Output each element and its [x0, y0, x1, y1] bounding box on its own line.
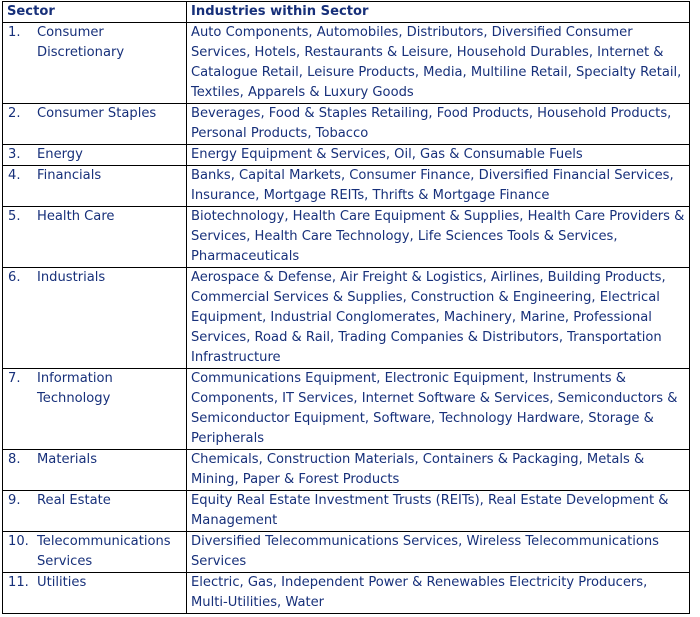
sector-name: Materials — [37, 452, 98, 467]
sector-cell — [3, 369, 187, 450]
sector-label — [7, 145, 182, 165]
industries-cell: Communications Equipment, Electronic Equipment, Instruments & Components, IT Services, Internet Software & Services, Semiconductors & Semiconductor Equipment, Software, Technology Hardware, Storage & Peripherals — [187, 369, 690, 450]
sector-label — [7, 207, 182, 227]
sector-number: 10. — [8, 534, 29, 549]
sector-number: 2. — [8, 106, 21, 121]
table-row — [3, 207, 690, 268]
sector-label — [7, 268, 182, 288]
table-row — [3, 166, 690, 207]
sector-cell — [3, 532, 187, 573]
industries-cell: Equity Real Estate Investment Trusts (REITs), Real Estate Development & Management — [187, 491, 690, 532]
sector-label — [7, 104, 182, 124]
sector-cell — [3, 207, 187, 268]
table-row — [3, 23, 690, 104]
sector-cell — [3, 23, 187, 104]
sector-number: 3. — [8, 147, 21, 162]
table-row — [3, 491, 690, 532]
header-sector: Sector — [3, 2, 187, 23]
sector-cell — [3, 145, 187, 166]
industries-cell: Biotechnology, Health Care Equipment & Supplies, Health Care Providers & Services, Health Care Technology, Life Sciences Tools & Services, Pharmaceuticals — [187, 207, 690, 268]
sector-name: Consumer Staples — [37, 106, 157, 121]
table-row — [3, 450, 690, 491]
sector-number: 1. — [8, 25, 21, 40]
industries-cell: Chemicals, Construction Materials, Containers & Packaging, Metals & Mining, Paper & Forest Products — [187, 450, 690, 491]
sector-cell — [3, 166, 187, 207]
sector-number: 6. — [8, 270, 21, 285]
table-row — [3, 104, 690, 145]
sector-label — [7, 491, 182, 511]
sector-name: Telecommunications Services — [37, 534, 171, 569]
industries-cell: Beverages, Food & Staples Retailing, Food Products, Household Products, Personal Products, Tobacco — [187, 104, 690, 145]
sector-number: 8. — [8, 452, 21, 467]
sector-name: Energy — [37, 147, 83, 162]
table-row — [3, 268, 690, 369]
sector-name: Financials — [37, 168, 102, 183]
sector-name: Real Estate — [37, 493, 111, 508]
sector-label — [7, 23, 182, 63]
industries-cell: Electric, Gas, Independent Power & Renewables Electricity Producers, Multi-Utilities, Water — [187, 573, 690, 614]
header-industries: Industries within Sector — [187, 2, 690, 23]
sector-cell — [3, 573, 187, 614]
sector-label — [7, 369, 182, 409]
sector-label — [7, 166, 182, 186]
sector-label — [7, 532, 182, 572]
sector-cell — [3, 450, 187, 491]
sector-name: Industrials — [37, 270, 106, 285]
sector-label — [7, 450, 182, 470]
industries-cell: Diversified Telecommunications Services, Wireless Telecommunications Services — [187, 532, 690, 573]
sector-name: Information Technology — [37, 371, 113, 406]
industries-cell: Aerospace & Defense, Air Freight & Logistics, Airlines, Building Products, Commercial Services & Supplies, Construction & Engineering, Electrical Equipment, Industrial Conglomerates, Machinery, Marine, Professional Services, Road & Rail, Trading Companies & Distributors, Transportation Infrastructure — [187, 268, 690, 369]
table-row — [3, 573, 690, 614]
sector-label — [7, 573, 182, 593]
sector-number: 4. — [8, 168, 21, 183]
sector-name: Utilities — [37, 575, 87, 590]
sector-name: Consumer Discretionary — [37, 25, 125, 60]
table-body — [3, 23, 690, 614]
sector-industries-table — [2, 1, 690, 614]
industries-cell: Banks, Capital Markets, Consumer Finance, Diversified Financial Services, Insurance, Mortgage REITs, Thrifts & Mortgage Finance — [187, 166, 690, 207]
sector-cell — [3, 104, 187, 145]
sector-number: 9. — [8, 493, 21, 508]
sector-number: 7. — [8, 371, 21, 386]
sector-cell — [3, 268, 187, 369]
table-header-row — [3, 2, 690, 23]
table-row — [3, 369, 690, 450]
sector-name: Health Care — [37, 209, 115, 224]
industries-cell: Energy Equipment & Services, Oil, Gas & Consumable Fuels — [187, 145, 690, 166]
sector-number: 5. — [8, 209, 21, 224]
sector-number: 11. — [8, 575, 29, 590]
industries-cell: Auto Components, Automobiles, Distributors, Diversified Consumer Services, Hotels, Restaurants & Leisure, Household Durables, Internet & Catalogue Retail, Leisure Products, Media, Multiline Retail, Specialty Retail, Textiles, Apparels & Luxury Goods — [187, 23, 690, 104]
table-row — [3, 532, 690, 573]
sector-cell — [3, 491, 187, 532]
table-row — [3, 145, 690, 166]
